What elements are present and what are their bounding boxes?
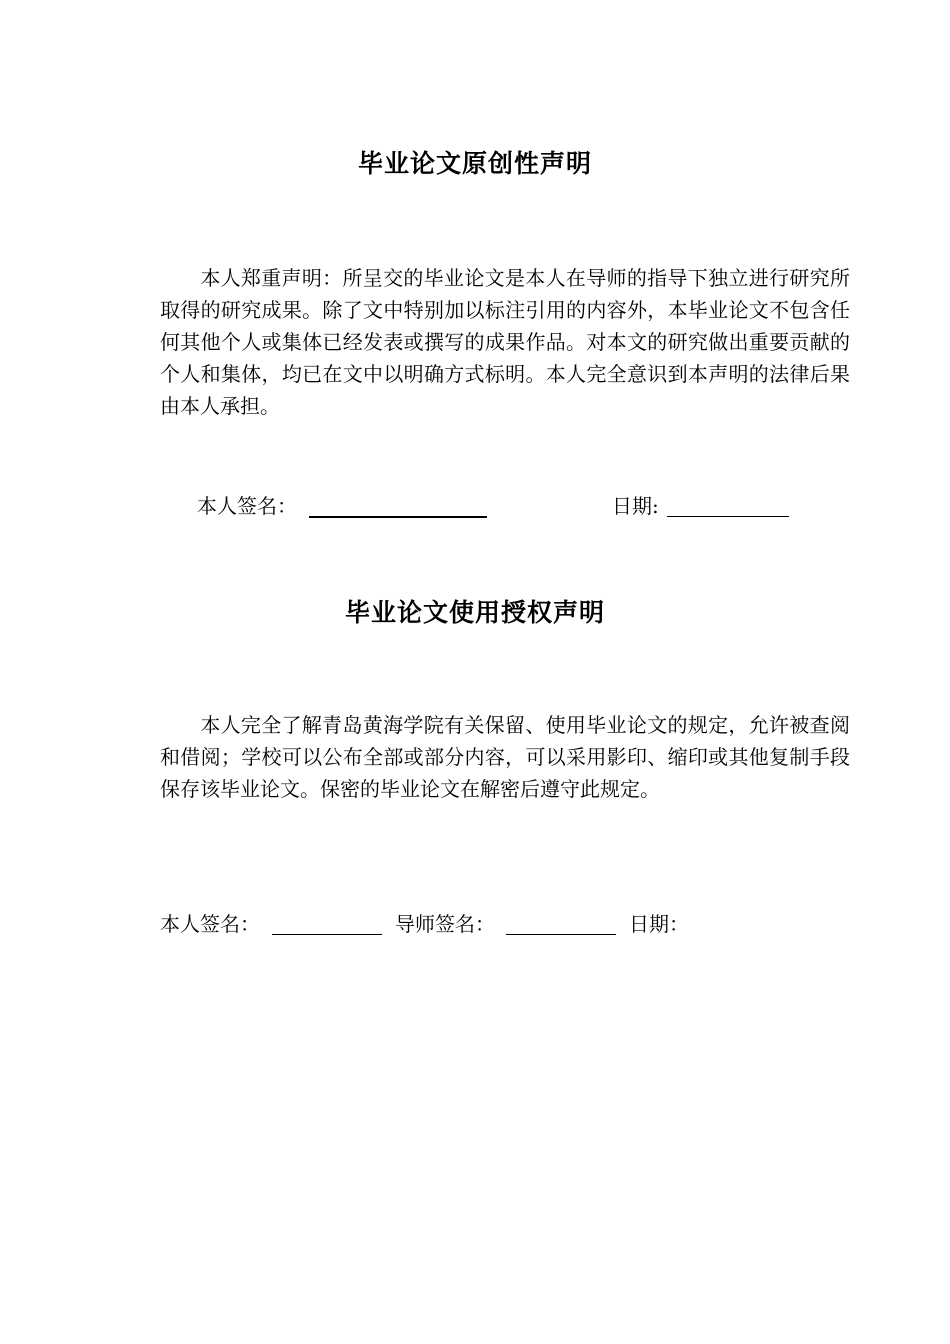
originality-date-label: 日期: xyxy=(612,494,659,518)
authorization-signature-label: 本人签名： xyxy=(160,912,260,936)
authorization-title: 毕业论文使用授权声明 xyxy=(344,598,605,627)
originality-signature-label: 本人签名： xyxy=(197,494,297,518)
authorization-paragraph xyxy=(160,709,850,805)
originality-title: 毕业论文原创性声明 xyxy=(357,149,592,178)
originality-signature-line[interactable] xyxy=(309,498,487,518)
authorization-date-label: 日期： xyxy=(629,912,689,936)
advisor-signature-label: 导师签名： xyxy=(395,912,495,936)
authorization-signature-line[interactable] xyxy=(272,916,382,935)
originality-body: 本人郑重声明：所呈交的毕业论文是本人在导师的指导下独立进行研究所取得的研究成果。除了文中特别加以标注引用的内容外，本毕业论文不包含任何其他个人或集体已经发表或撰写的成果作品。对本文的研究做出重要贡献的个人和集体，均已在文中以明确方式标明。本人完全意识到本声明的法律后果由本人承担。 xyxy=(160,266,850,418)
originality-date-line[interactable] xyxy=(667,498,789,517)
advisor-signature-line[interactable] xyxy=(506,916,616,935)
originality-paragraph xyxy=(160,262,850,422)
authorization-body: 本人完全了解青岛黄海学院有关保留、使用毕业论文的规定，允许被查阅和借阅；学校可以公布全部或部分内容，可以采用影印、缩印或其他复制手段保存该毕业论文。保密的毕业论文在解密后遵守此规定。 xyxy=(160,713,850,801)
